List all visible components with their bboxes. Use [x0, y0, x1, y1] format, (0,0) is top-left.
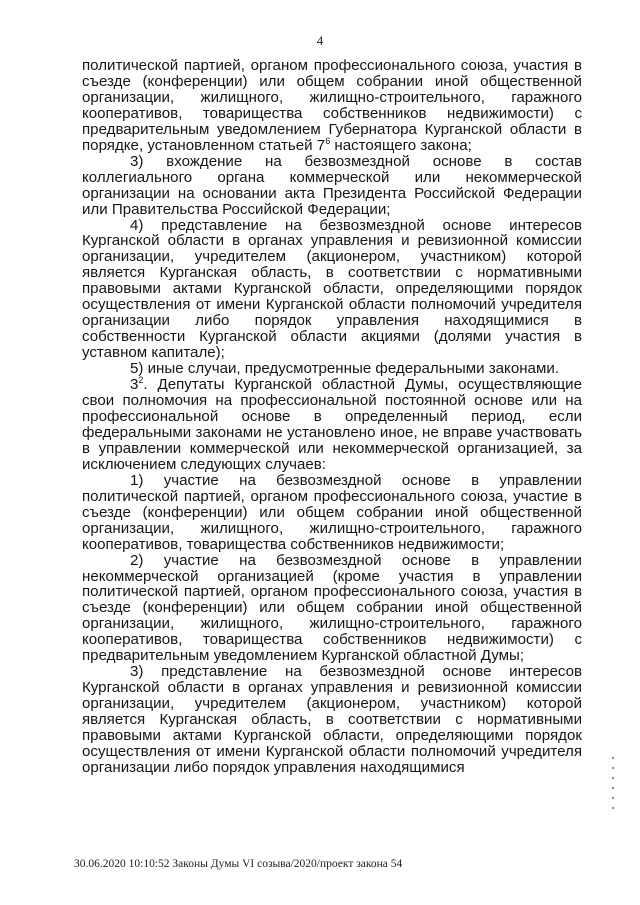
paragraph-continuation: политической партией, органом профессионального союза, участия в съезде (конференции) или общем собрании иной общественной организации, жилищного, жилищно-строительного, гаражного кооперативов, товарищества собственников недвижимости) с предварительным уведомлением Губернатора Курганской области в порядке, установленном статьей $7^6$ настоящего закона; — [82, 57, 582, 154]
page-number: 4 — [316, 33, 324, 48]
paragraph-item-5: 5) иные случаи, предусмотренные федеральными законами. — [130, 360, 559, 378]
scan-margin-marks — [612, 757, 615, 817]
paragraph-item-3: 3) вхождение на безвозмездной основе в состав коллегиального органа коммерческой или некоммерческой организации на основании акта Президента Российской Федерации или Правительства Российской Федерации; — [82, 152, 582, 218]
paragraph-deputy-item-1: 1) участие на безвозмездной основе в управлении политической партией, органом профессионального союза, участие в съезде (конференции) или общем собрании иной общественной организации, жилищного, жилищно-строительного, гаражного кооперативов, товарищества собственников недвижимости; — [82, 471, 582, 553]
document-footer: 30.06.2020 10:10:52 Законы Думы VI созыва/2020/проект закона 54 — [74, 858, 403, 870]
document-body — [82, 58, 582, 776]
paragraph-deputy-item-3: 3) представление на безвозмездной основе интересов Курганской области в органах управления и ревизионной комиссии организации, учредителем (акционером, участником) которой является Курганская область, в соответствии с нормативными правовыми актами Курганской области, определяющими порядок осуществления от имени Курганской области полномочий учредителя организации либо порядок управления находящимися — [82, 663, 582, 776]
paragraph-deputy-item-2: 2) участие на безвозмездной основе в управлении некоммерческой организацией (кроме участия в управлении политической партией, органом профессионального союза, участия в съезде (конференции) или общем собрании иной общественной организации, жилищного, жилищно-строительного, гаражного кооперативов, товарищества собственников недвижимости) с предварительным уведомлением Курганской областной Думы; — [82, 551, 582, 665]
paragraph-section-3-2: $3^2$. Депутаты Курганской областной Думы, осуществляющие свои полномочия на профессиональной постоянной основе или на профессиональной основе в определенный период, если федеральными законами не установлено иное, не вправе участвовать в управлении коммерческой или некоммерческой организацией, за исключением следующих случаев: — [82, 375, 582, 473]
paragraph-item-4: 4) представление на безвозмездной основе интересов Курганской области в органах управления и ревизионной комиссии организации, учредителем (акционером, участником) которой является Курганская область, в соответствии с нормативными правовыми актами Курганской области, определяющими порядок осуществления от имени Курганской области полномочий учредителя организации либо порядок управления находящимися в собственности Курганской области акциями (долями участия в уставном капитале); — [82, 216, 582, 362]
